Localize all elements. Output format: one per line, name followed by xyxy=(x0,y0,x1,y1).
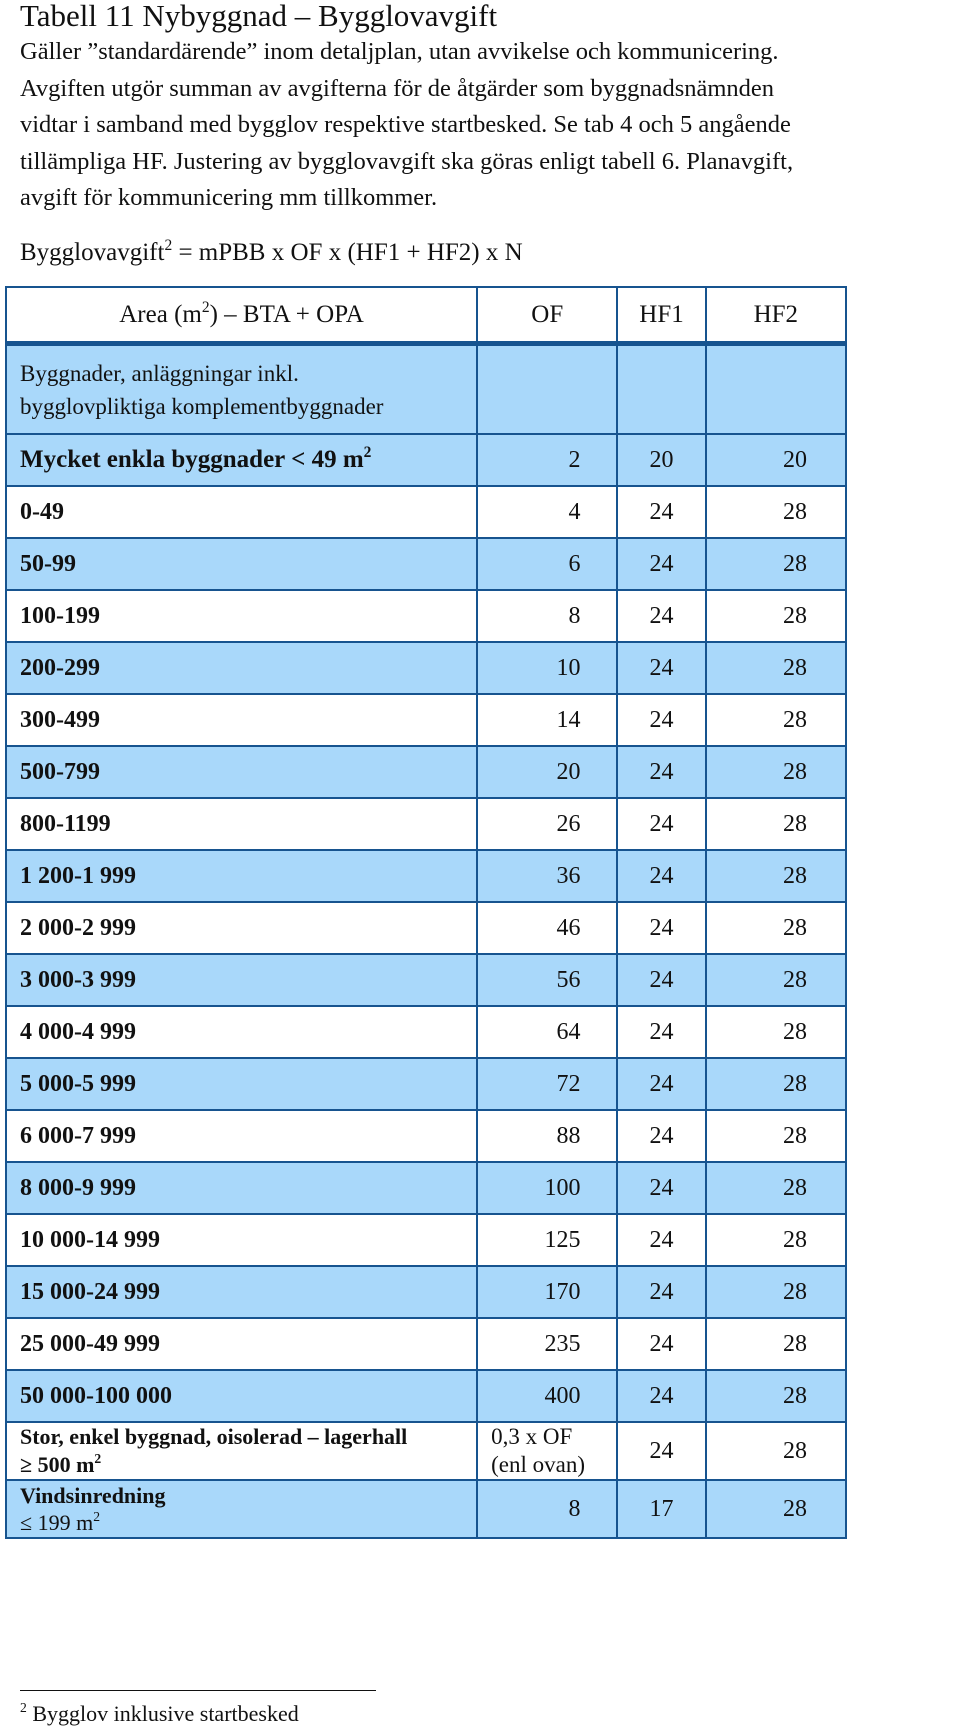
intro-paragraph xyxy=(20,34,955,217)
of-cell: 8 xyxy=(477,590,617,642)
empty-cell xyxy=(706,344,846,435)
table-row xyxy=(6,1214,846,1266)
intro-line: vidtar i samband med bygglov respektive startbesked. Se tab 4 och 5 angående xyxy=(20,111,791,138)
table-row xyxy=(6,590,846,642)
area-cell: 15 000-24 999 xyxy=(6,1266,477,1318)
hf1-cell: 24 xyxy=(617,902,705,954)
hf2-cell: 28 xyxy=(706,850,846,902)
hf2-cell: 28 xyxy=(706,1110,846,1162)
hf2-cell: 28 xyxy=(706,746,846,798)
area-cell: 6 000-7 999 xyxy=(6,1110,477,1162)
of-cell: 235 xyxy=(477,1318,617,1370)
hf1-cell: 24 xyxy=(617,1370,705,1422)
header-hf1: HF1 xyxy=(617,287,705,344)
hf1-cell: 24 xyxy=(617,954,705,1006)
hf2-cell: 28 xyxy=(706,1480,846,1538)
of-cell: 8 xyxy=(477,1480,617,1538)
area-cell: 100-199 xyxy=(6,590,477,642)
hf2-cell: 28 xyxy=(706,954,846,1006)
of-cell: 46 xyxy=(477,902,617,954)
table-row xyxy=(6,1006,846,1058)
table-row xyxy=(6,954,846,1006)
table-row-warehouse xyxy=(6,1422,846,1480)
hf1-cell: 24 xyxy=(617,798,705,850)
area-cell: Vindsinredning ≤ 199 $m^2$ xyxy=(6,1480,477,1538)
area-cell: 0-49 xyxy=(6,486,477,538)
hf1-cell: 24 xyxy=(617,1318,705,1370)
hf1-cell: 24 xyxy=(617,1422,705,1480)
table-row xyxy=(6,1058,846,1110)
formula-rhs: = mPBB x OF x (HF1 + HF2) x N xyxy=(172,239,523,266)
header-of: OF xyxy=(477,287,617,344)
area-cell: 500-799 xyxy=(6,746,477,798)
hf2-cell: 28 xyxy=(706,1006,846,1058)
footnote-divider xyxy=(20,1690,376,1691)
table-row xyxy=(6,1162,846,1214)
table-row xyxy=(6,1110,846,1162)
of-cell: 125 xyxy=(477,1214,617,1266)
empty-cell xyxy=(477,344,617,435)
area-cell: 4 000-4 999 xyxy=(6,1006,477,1058)
of-cell: 56 xyxy=(477,954,617,1006)
of-cell: 170 xyxy=(477,1266,617,1318)
area-cell: 25 000-49 999 xyxy=(6,1318,477,1370)
intro-line: Avgiften utgör summan av avgifterna för de åtgärder som byggnadsnämnden xyxy=(20,74,775,102)
hf2-cell: 20 xyxy=(706,434,846,486)
table-header-row xyxy=(6,287,846,344)
hf1-cell: 24 xyxy=(617,694,705,746)
hf1-cell: 24 xyxy=(617,590,705,642)
hf1-cell: 24 xyxy=(617,486,705,538)
area-cell: 200-299 xyxy=(6,642,477,694)
hf2-cell: 28 xyxy=(706,486,846,538)
hf2-cell: 28 xyxy=(706,902,846,954)
hf2-cell: 28 xyxy=(706,1058,846,1110)
table-row xyxy=(6,694,846,746)
of-cell: 14 xyxy=(477,694,617,746)
hf1-cell: 24 xyxy=(617,1214,705,1266)
of-cell: 72 xyxy=(477,1058,617,1110)
hf2-cell: 28 xyxy=(706,590,846,642)
footnote-reference: 2 xyxy=(164,236,173,254)
formula-lhs: Bygglovavgift xyxy=(20,239,165,266)
page-title: Tabell 11 Nybyggnad – Bygglovavgift xyxy=(20,0,498,33)
table-row xyxy=(6,538,846,590)
table-row xyxy=(6,1370,846,1422)
of-cell: 10 xyxy=(477,642,617,694)
hf1-cell: 24 xyxy=(617,850,705,902)
table-row xyxy=(6,1318,846,1370)
table-row xyxy=(6,798,846,850)
area-cell: Stor, enkel byggnad, oisolerad – lagerhall ≥ 500 $m^2$ xyxy=(6,1422,477,1480)
area-cell: 10 000-14 999 xyxy=(6,1214,477,1266)
of-cell: 0,3 x OF (enl ovan) xyxy=(477,1422,617,1480)
of-cell: 400 xyxy=(477,1370,617,1422)
hf2-cell: 28 xyxy=(706,1422,846,1480)
intro-line: Gäller ”standardärende” inom detaljplan, utan avvikelse och kommunicering. xyxy=(20,38,779,65)
area-cell: 300-499 xyxy=(6,694,477,746)
area-cell: 800-1199 xyxy=(6,798,477,850)
of-cell: 88 xyxy=(477,1110,617,1162)
hf2-cell: 28 xyxy=(706,1214,846,1266)
table-row xyxy=(6,902,846,954)
group-label: Byggnader, anläggningar inkl. bygglovpliktiga komplementbyggnader xyxy=(6,344,477,435)
area-cell: 50-99 xyxy=(6,538,477,590)
intro-line: avgift för kommunicering mm tillkommer. xyxy=(20,184,438,211)
hf1-cell: 24 xyxy=(617,1110,705,1162)
footnote-number: 2 xyxy=(20,1700,27,1716)
hf1-cell: 24 xyxy=(617,1058,705,1110)
footnote xyxy=(20,1701,299,1727)
hf2-cell: 28 xyxy=(706,642,846,694)
of-cell: 36 xyxy=(477,850,617,902)
of-cell: 6 xyxy=(477,538,617,590)
header-hf2: HF2 xyxy=(706,287,846,344)
area-cell: 3 000-3 999 xyxy=(6,954,477,1006)
fee-table xyxy=(5,286,847,1539)
hf2-cell: 28 xyxy=(706,1266,846,1318)
table-row xyxy=(6,746,846,798)
table-row-attic xyxy=(6,1480,846,1538)
intro-line: tillämpliga HF. Justering av bygglovavgift ska göras enligt tabell 6. Planavgift, xyxy=(20,147,794,175)
area-cell: 50 000-100 000 xyxy=(6,1370,477,1422)
of-cell: 26 xyxy=(477,798,617,850)
empty-cell xyxy=(617,344,705,435)
area-cell: Mycket enkla byggnader < 49 $m^2$ xyxy=(6,434,477,486)
hf1-cell: 24 xyxy=(617,1162,705,1214)
header-area: Area $(m^2)$ – BTA + OPA xyxy=(6,287,477,344)
hf1-cell: 24 xyxy=(617,746,705,798)
hf1-cell: 24 xyxy=(617,538,705,590)
hf1-cell: 17 xyxy=(617,1480,705,1538)
hf2-cell: 28 xyxy=(706,538,846,590)
hf1-cell: 24 xyxy=(617,642,705,694)
table-row xyxy=(6,1266,846,1318)
hf2-cell: 28 xyxy=(706,1318,846,1370)
of-cell: 20 xyxy=(477,746,617,798)
hf2-cell: 28 xyxy=(706,694,846,746)
group-row xyxy=(6,344,846,435)
table-row xyxy=(6,850,846,902)
area-cell: 2 000-2 999 xyxy=(6,902,477,954)
area-cell: 1 200-1 999 xyxy=(6,850,477,902)
area-cell: 8 000-9 999 xyxy=(6,1162,477,1214)
hf2-cell: 28 xyxy=(706,1370,846,1422)
hf1-cell: 24 xyxy=(617,1006,705,1058)
area-cell: 5 000-5 999 xyxy=(6,1058,477,1110)
fee-formula xyxy=(20,236,523,270)
of-cell: 100 xyxy=(477,1162,617,1214)
of-cell: 4 xyxy=(477,486,617,538)
hf1-cell: 24 xyxy=(617,1266,705,1318)
hf1-cell: 20 xyxy=(617,434,705,486)
hf2-cell: 28 xyxy=(706,798,846,850)
footnote-text: Bygglov inklusive startbesked xyxy=(26,1701,299,1726)
table-row xyxy=(6,486,846,538)
table-row xyxy=(6,642,846,694)
hf2-cell: 28 xyxy=(706,1162,846,1214)
of-cell: 2 xyxy=(477,434,617,486)
table-row-very-simple xyxy=(6,434,846,486)
of-cell: 64 xyxy=(477,1006,617,1058)
